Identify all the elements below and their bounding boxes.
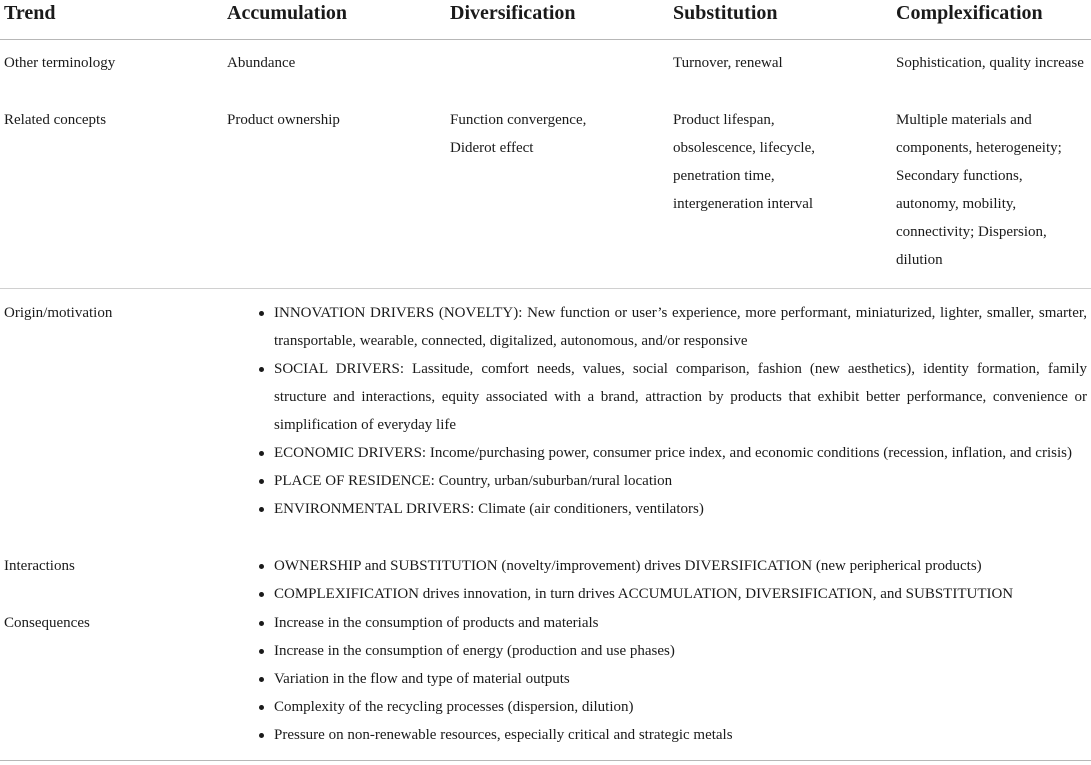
- interactions-list: [255, 552, 1087, 608]
- table-header: [0, 0, 1091, 40]
- cell-substitution: Product lifespan, obsolescence, lifecycle, penetration time, intergeneration interval: [673, 112, 816, 212]
- origin-list: [255, 299, 1087, 523]
- header-substitution: Substitution: [673, 2, 778, 24]
- list-item: SOCIAL DRIVERS: Lassitude, comfort needs, values, social comparison, fashion (new aesthetics), identity formation, family structure and interactions, equity associated with a brand, attraction by products that exhibit better performance, convenience or simplification of everyday life: [255, 355, 1087, 439]
- list-item: Pressure on non-renewable resources, especially critical and strategic metals: [255, 721, 1087, 749]
- cell-complexification: Multiple materials and components, heterogeneity; Secondary functions, autonomy, mobility, connectivity; Dispersion, dilution: [896, 112, 1062, 268]
- list-item: Increase in the consumption of products and materials: [255, 609, 1087, 637]
- header-trend: Trend: [4, 2, 56, 24]
- header-diversification: Diversification: [450, 2, 576, 24]
- section-divider: [0, 288, 1091, 289]
- list-item: Variation in the flow and type of material outputs: [255, 665, 1087, 693]
- row-label: Related concepts: [4, 112, 107, 128]
- cell-substitution: Turnover, renewal: [673, 55, 783, 71]
- list-item: COMPLEXIFICATION drives innovation, in turn drives ACCUMULATION, DIVERSIFICATION, and SUBSTITUTION: [255, 580, 1087, 608]
- consequences-list: [255, 609, 1087, 749]
- header-accumulation: Accumulation: [227, 2, 347, 24]
- cell-accumulation: Product ownership: [227, 112, 340, 128]
- list-item: Increase in the consumption of energy (production and use phases): [255, 637, 1087, 665]
- row-label: Other terminology: [4, 55, 116, 71]
- list-item: Complexity of the recycling processes (dispersion, dilution): [255, 693, 1087, 721]
- table-bottom-rule: [0, 760, 1091, 761]
- origin-label: Origin/motivation: [4, 305, 113, 321]
- list-item: ECONOMIC DRIVERS: Income/purchasing power, consumer price index, and economic conditions (recession, inflation, and crisis): [255, 439, 1087, 467]
- header-complexification: Complexification: [896, 2, 1043, 24]
- list-item: PLACE OF RESIDENCE: Country, urban/suburban/rural location: [255, 467, 1087, 495]
- cell-complexification: Sophistication, quality increase: [896, 55, 1084, 71]
- interactions-label: Interactions: [4, 558, 75, 574]
- cell-diversification: Function convergence, Diderot effect: [450, 112, 587, 156]
- list-item: OWNERSHIP and SUBSTITUTION (novelty/improvement) drives DIVERSIFICATION (new peripherical products): [255, 552, 1087, 580]
- list-item: INNOVATION DRIVERS (NOVELTY): New function or user’s experience, more performant, miniaturized, lighter, smaller, smarter, transportable, wearable, connected, digitalized, autonomous, and/or responsive: [255, 299, 1087, 355]
- cell-accumulation: Abundance: [227, 55, 296, 71]
- consequences-label: Consequences: [4, 615, 90, 631]
- list-item: ENVIRONMENTAL DRIVERS: Climate (air conditioners, ventilators): [255, 495, 1087, 523]
